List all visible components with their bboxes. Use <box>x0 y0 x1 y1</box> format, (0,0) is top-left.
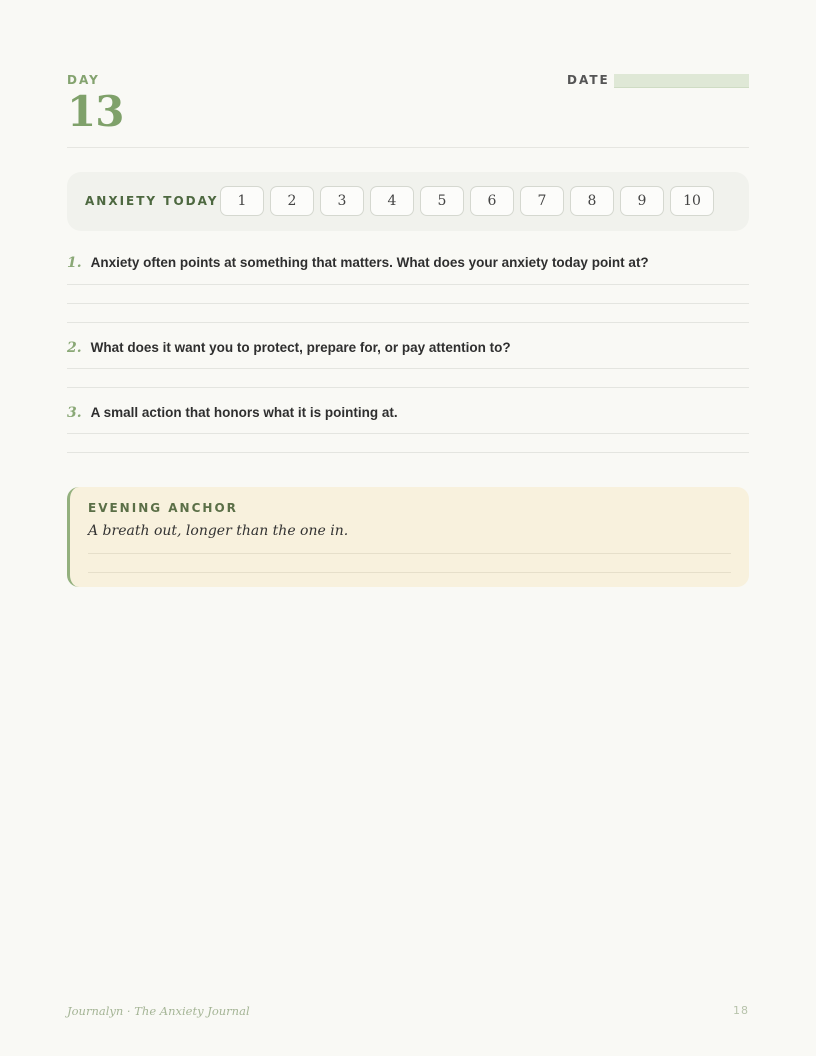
journal-page <box>67 0 749 1056</box>
rating-option-9[interactable]: 9 <box>620 186 664 216</box>
prompt-1-answer-line-3[interactable] <box>67 322 749 323</box>
prompt-1-answer-line-1[interactable] <box>67 284 749 285</box>
evening-anchor-label: EVENING ANCHOR <box>88 501 238 515</box>
prompt-3-text: A small action that honors what it is pointing at. <box>90 405 398 420</box>
prompt-1-answer-line-2[interactable] <box>67 303 749 304</box>
day-number: 13 <box>67 87 124 136</box>
prompt-1-number: 1. <box>67 255 82 271</box>
anxiety-rating-label: ANXIETY TODAY <box>85 194 219 208</box>
rating-option-10[interactable]: 10 <box>670 186 714 216</box>
evening-anchor-text: A breath out, longer than the one in. <box>88 523 349 539</box>
rating-option-4[interactable]: 4 <box>370 186 414 216</box>
prompt-3-number: 3. <box>67 405 82 421</box>
rating-option-1[interactable]: 1 <box>220 186 264 216</box>
prompt-2-answer-line-1[interactable] <box>67 368 749 369</box>
evening-anchor-card <box>67 487 749 587</box>
prompt-1 <box>67 255 749 271</box>
prompt-2-answer-line-2[interactable] <box>67 387 749 388</box>
day-label: DAY <box>67 73 100 87</box>
prompt-1-text: Anxiety often points at something that matters. What does your anxiety today point at? <box>90 255 649 270</box>
anxiety-rating-options <box>220 186 714 216</box>
prompt-2-text: What does it want you to protect, prepare for, or pay attention to? <box>90 340 511 355</box>
rating-option-7[interactable]: 7 <box>520 186 564 216</box>
footer-title: Journalyn · The Anxiety Journal <box>67 1004 250 1018</box>
rating-option-5[interactable]: 5 <box>420 186 464 216</box>
header-divider <box>67 147 749 148</box>
evening-anchor-line-1[interactable] <box>88 553 731 554</box>
rating-option-3[interactable]: 3 <box>320 186 364 216</box>
date-field[interactable] <box>614 74 749 88</box>
rating-option-6[interactable]: 6 <box>470 186 514 216</box>
prompt-3 <box>67 405 749 421</box>
rating-option-8[interactable]: 8 <box>570 186 614 216</box>
evening-anchor-line-2[interactable] <box>88 572 731 573</box>
page-number: 18 <box>733 1004 749 1017</box>
prompt-2-number: 2. <box>67 340 82 356</box>
anxiety-rating-bar <box>67 172 749 231</box>
date-label: DATE <box>567 73 610 87</box>
prompt-2 <box>67 340 749 356</box>
prompt-3-answer-line-2[interactable] <box>67 452 749 453</box>
prompt-3-answer-line-1[interactable] <box>67 433 749 434</box>
rating-option-2[interactable]: 2 <box>270 186 314 216</box>
